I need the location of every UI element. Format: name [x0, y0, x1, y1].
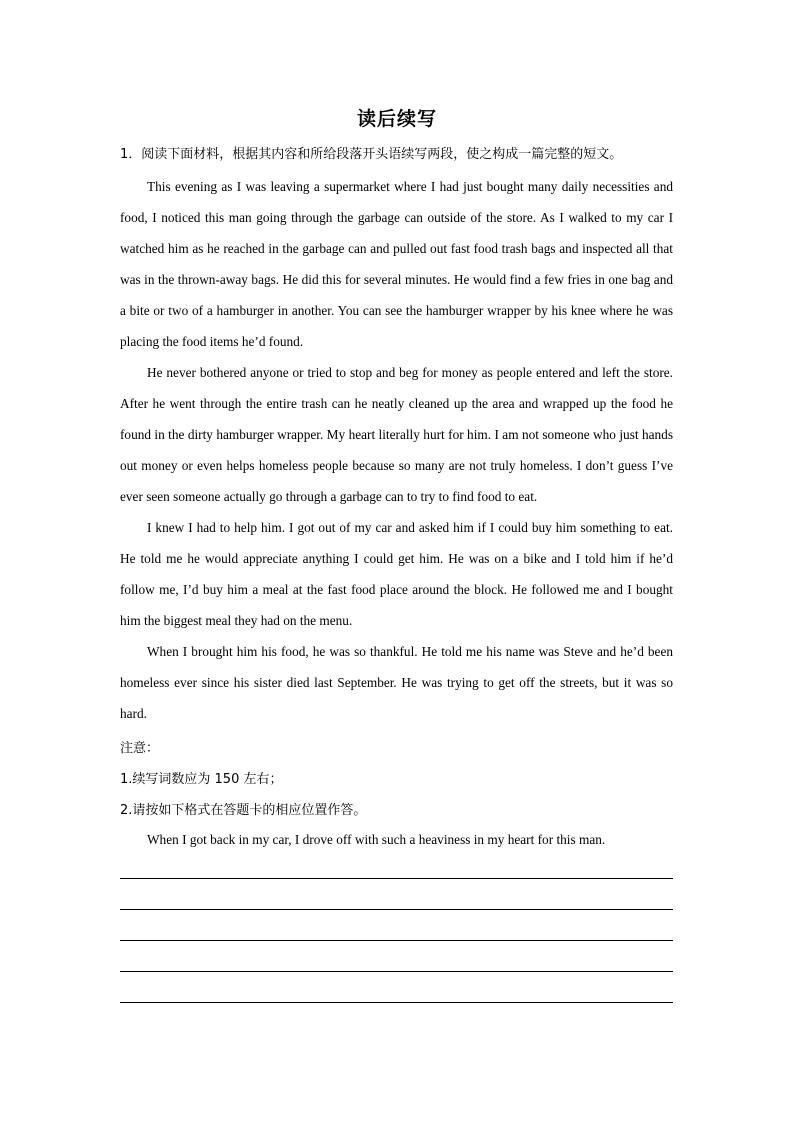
reading-passage — [120, 171, 673, 729]
answer-lines — [120, 878, 673, 1033]
answer-line[interactable] — [120, 971, 673, 972]
continuation-start-sentence: When I got back in my car, I drove off with such a heaviness in my heart for this man. — [147, 832, 606, 847]
passage-paragraph-4: When I brought him his food, he was so thankful. He told me his name was Steve and he’d been homeless ever since his sister died last September. He was trying to get off the streets, but it was so hard. — [120, 644, 673, 721]
passage-paragraph-2: He never bothered anyone or tried to stop and beg for money as people entered and left the store. After he went through the entire trash can he neatly cleaned up the area and wrapped up the food he found in the dirty hamburger wrapper. My heart literally hurt for him. I am not someone who just hands out money or even helps homeless people because so many are not truly homeless. I don’t guess I’ve ever seen someone actually go through a garbage can to try to find food to eat. — [120, 365, 673, 504]
page-title: 读后续写 — [356, 108, 437, 130]
notes-heading: 注意： — [120, 741, 160, 756]
answer-line[interactable] — [120, 909, 673, 910]
answer-line[interactable] — [120, 1002, 673, 1003]
passage-paragraph-3: I knew I had to help him. I got out of my car and asked him if I could buy him something to eat. He told me he would appreciate anything I could get him. He was on a bike and I told him if he’d follow me, I’d buy him a meal at the fast food place around the block. He followed me and I bought him the biggest meal they had on the menu. — [120, 520, 673, 628]
answer-line[interactable] — [120, 940, 673, 941]
passage-paragraph-1: This evening as I was leaving a supermarket where I had just bought many daily necessities and food, I noticed this man going through the garbage can outside of the store. As I walked to my car I watched him as he reached in the garbage can and pulled out fast food trash bags and inspected all that was in the thrown-away bags. He did this for several minutes. He would find a few fries in one bag and a bite or two of a hamburger in another. You can see the hamburger wrapper by his knee where he was placing the food items he’d found. — [120, 179, 673, 349]
answer-line[interactable] — [120, 878, 673, 879]
notes-section — [120, 733, 366, 826]
notes-item-2: 2.请按如下格式在答题卡的相应位置作答。 — [120, 803, 367, 818]
question-instruction: 1．阅读下面材料，根据其内容和所给段落开头语续写两段，使之构成一篇完整的短文。 — [120, 147, 623, 162]
notes-item-1: 1.续写词数应为 150 左右； — [120, 772, 283, 787]
